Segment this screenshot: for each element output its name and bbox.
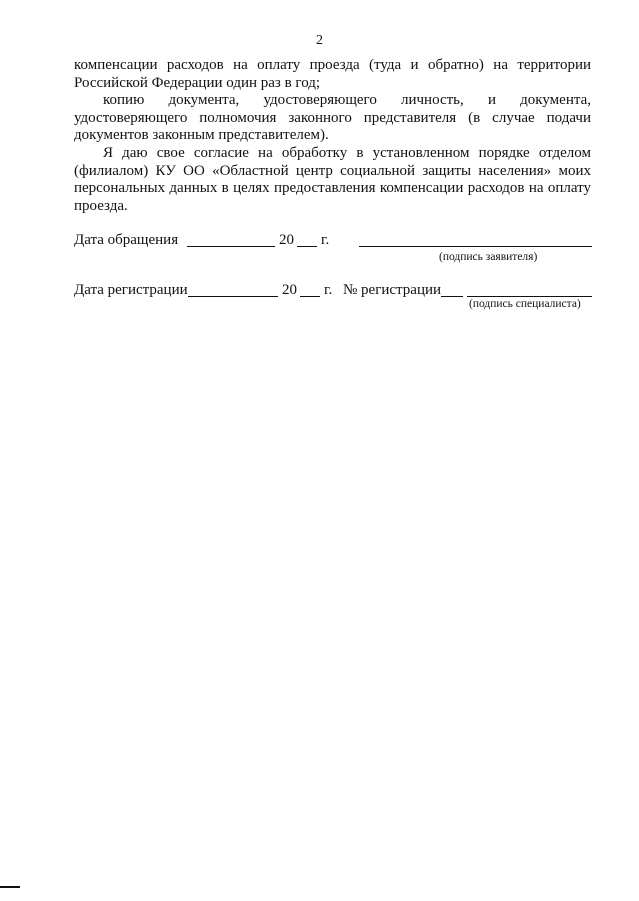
registration-year-blank[interactable]	[300, 296, 320, 297]
application-date-row	[74, 231, 592, 251]
specialist-signature-caption: (подпись специалиста)	[469, 298, 581, 310]
applicant-signature-caption: (подпись заявителя)	[439, 251, 538, 263]
registration-number-label: № регистрации	[343, 282, 442, 298]
applicant-signature-line[interactable]	[359, 246, 592, 247]
paragraph-data-consent: Я даю свое согласие на обработку в установленном порядке отделом (филиалом) КУ ОО «Областной центр социальной защиты населения» моих персональных данных в целях предоставления компенсации расходов на оплату проезда.	[74, 144, 591, 214]
page-edge-mark	[0, 886, 20, 888]
application-year-suffix: г.	[321, 232, 330, 248]
page-number: 2	[316, 33, 323, 48]
registration-date-label: Дата регистрации	[74, 282, 188, 298]
paragraph-identity-documents: копию документа, удостоверяющего личность, и документа, удостоверяющего полномочия законного представителя (в случае подачи документов законным представителем).	[74, 92, 591, 144]
application-year-prefix: 20	[279, 232, 294, 248]
registration-year-suffix: г.	[324, 282, 333, 298]
registration-date-day-month-blank[interactable]	[188, 296, 278, 297]
application-year-blank[interactable]	[297, 246, 317, 247]
application-date-label: Дата обращения	[74, 232, 179, 248]
registration-year-prefix: 20	[282, 282, 297, 298]
paragraph-compensation-continuation: компенсации расходов на оплату проезда (туда и обратно) на территории Российской Федерации один раз в год;	[74, 57, 591, 91]
registration-number-blank[interactable]	[441, 296, 463, 297]
application-date-day-month-blank[interactable]	[187, 246, 275, 247]
body-text	[74, 57, 591, 215]
